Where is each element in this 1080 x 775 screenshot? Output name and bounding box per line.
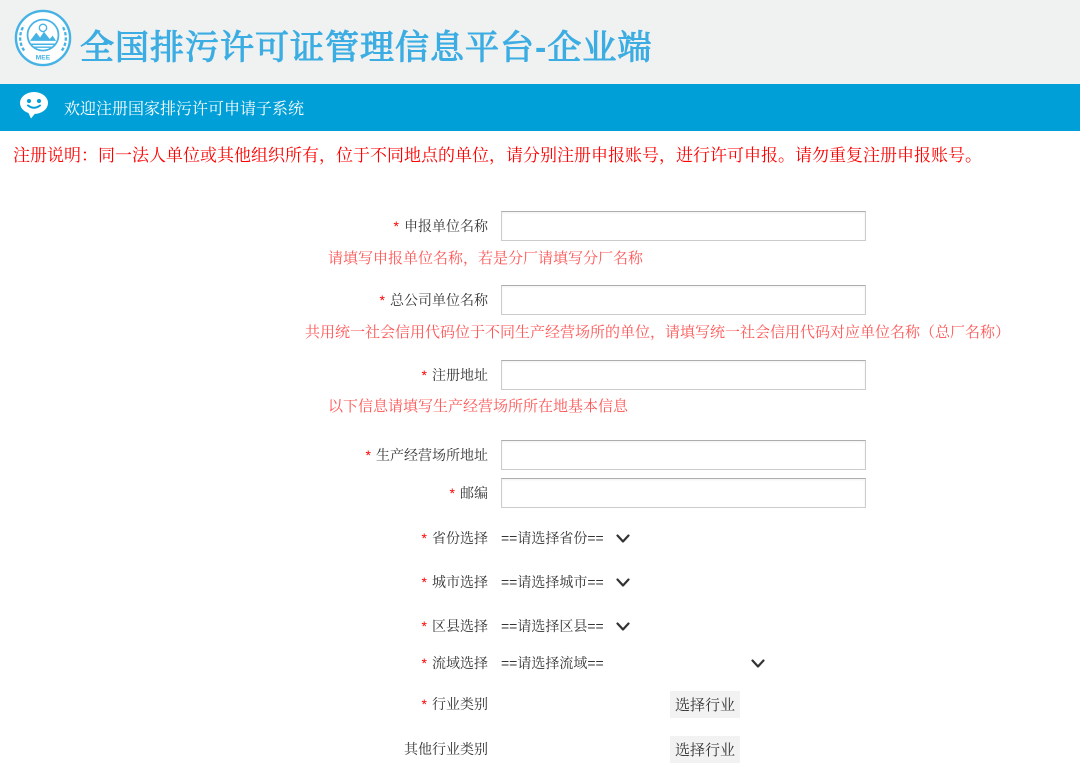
field-row-other-industry <box>0 736 1080 762</box>
biz-address-input[interactable] <box>501 440 866 470</box>
hq-unit-name-hint: 共用统一社会信用代码位于不同生产经营场所的单位，请填写统一社会信用代码对应单位名称（总厂名称） <box>305 324 1011 341</box>
field-row-hq-unit-name <box>0 285 1080 315</box>
required-asterisk: * <box>421 696 427 712</box>
hq-unit-name-label <box>0 290 488 310</box>
chevron-down-icon <box>616 534 630 543</box>
province-select[interactable] <box>501 528 630 548</box>
required-asterisk: * <box>449 485 455 501</box>
mee-logo-icon <box>14 9 72 72</box>
app-header <box>0 0 1080 84</box>
required-asterisk: * <box>421 367 427 383</box>
biz-address-label <box>0 445 488 465</box>
province-select-value: ==请选择省份== <box>501 530 604 546</box>
other-industry-label-text: 其他行业类别 <box>404 741 488 757</box>
basin-select[interactable] <box>501 653 765 673</box>
required-asterisk: * <box>421 618 427 634</box>
other-industry-label <box>0 739 488 759</box>
district-select-value: ==请选择区县== <box>501 618 604 634</box>
unit-name-input[interactable] <box>501 211 866 241</box>
field-row-industry <box>0 691 1080 717</box>
field-row-city <box>0 571 1080 593</box>
field-row-province <box>0 527 1080 549</box>
postcode-label <box>0 483 488 503</box>
field-row-basin <box>0 652 1080 674</box>
industry-select-button[interactable]: 选择行业 <box>670 691 740 718</box>
city-select-value: ==请选择城市== <box>501 574 604 590</box>
other-industry-select-button[interactable]: 选择行业 <box>670 736 740 763</box>
biz-address-label-text: 生产经营场所地址 <box>376 447 488 463</box>
basin-label <box>0 653 488 673</box>
district-label-text: 区县选择 <box>432 618 488 634</box>
chevron-down-icon <box>751 659 765 668</box>
unit-name-label <box>0 216 488 236</box>
province-label <box>0 528 488 548</box>
reg-address-input[interactable] <box>501 360 866 390</box>
city-label <box>0 572 488 592</box>
province-label-text: 省份选择 <box>432 530 488 546</box>
basin-label-text: 流域选择 <box>432 655 488 671</box>
postcode-input[interactable] <box>501 478 866 508</box>
page-title: 全国排污许可证管理信息平台-企业端 <box>80 29 653 67</box>
field-row-district <box>0 615 1080 637</box>
registration-notice: 注册说明：同一法人单位或其他组织所有，位于不同地点的单位，请分别注册申报账号，进行许可申报。请勿重复注册申报账号。 <box>13 146 982 165</box>
required-asterisk: * <box>421 574 427 590</box>
svg-text:MEE: MEE <box>35 54 51 62</box>
industry-label <box>0 694 488 714</box>
industry-label-text: 行业类别 <box>432 696 488 712</box>
required-asterisk: * <box>393 218 399 234</box>
reg-address-label-text: 注册地址 <box>432 367 488 383</box>
district-select[interactable] <box>501 616 630 636</box>
unit-name-label-text: 申报单位名称 <box>404 218 488 234</box>
basin-select-value: ==请选择流域== <box>501 655 604 671</box>
required-asterisk: * <box>421 530 427 546</box>
required-asterisk: * <box>365 447 371 463</box>
field-row-biz-address <box>0 440 1080 470</box>
welcome-bar <box>0 84 1080 131</box>
district-label <box>0 616 488 636</box>
city-select[interactable] <box>501 572 630 592</box>
field-row-postcode <box>0 478 1080 508</box>
chevron-down-icon <box>616 578 630 587</box>
hq-unit-name-label-text: 总公司单位名称 <box>390 292 488 308</box>
reg-address-hint: 以下信息请填写生产经营场所所在地基本信息 <box>328 398 629 415</box>
required-asterisk: * <box>379 292 385 308</box>
city-label-text: 城市选择 <box>432 574 488 590</box>
field-row-reg-address <box>0 360 1080 390</box>
welcome-text: 欢迎注册国家排污许可申请子系统 <box>64 101 305 118</box>
unit-name-hint: 请填写申报单位名称，若是分厂请填写分厂名称 <box>328 250 644 267</box>
chevron-down-icon <box>616 622 630 631</box>
required-asterisk: * <box>421 655 427 671</box>
field-row-unit-name <box>0 211 1080 241</box>
chat-smiley-icon <box>18 90 50 125</box>
hq-unit-name-input[interactable] <box>501 285 866 315</box>
postcode-label-text: 邮编 <box>460 485 488 501</box>
reg-address-label <box>0 365 488 385</box>
